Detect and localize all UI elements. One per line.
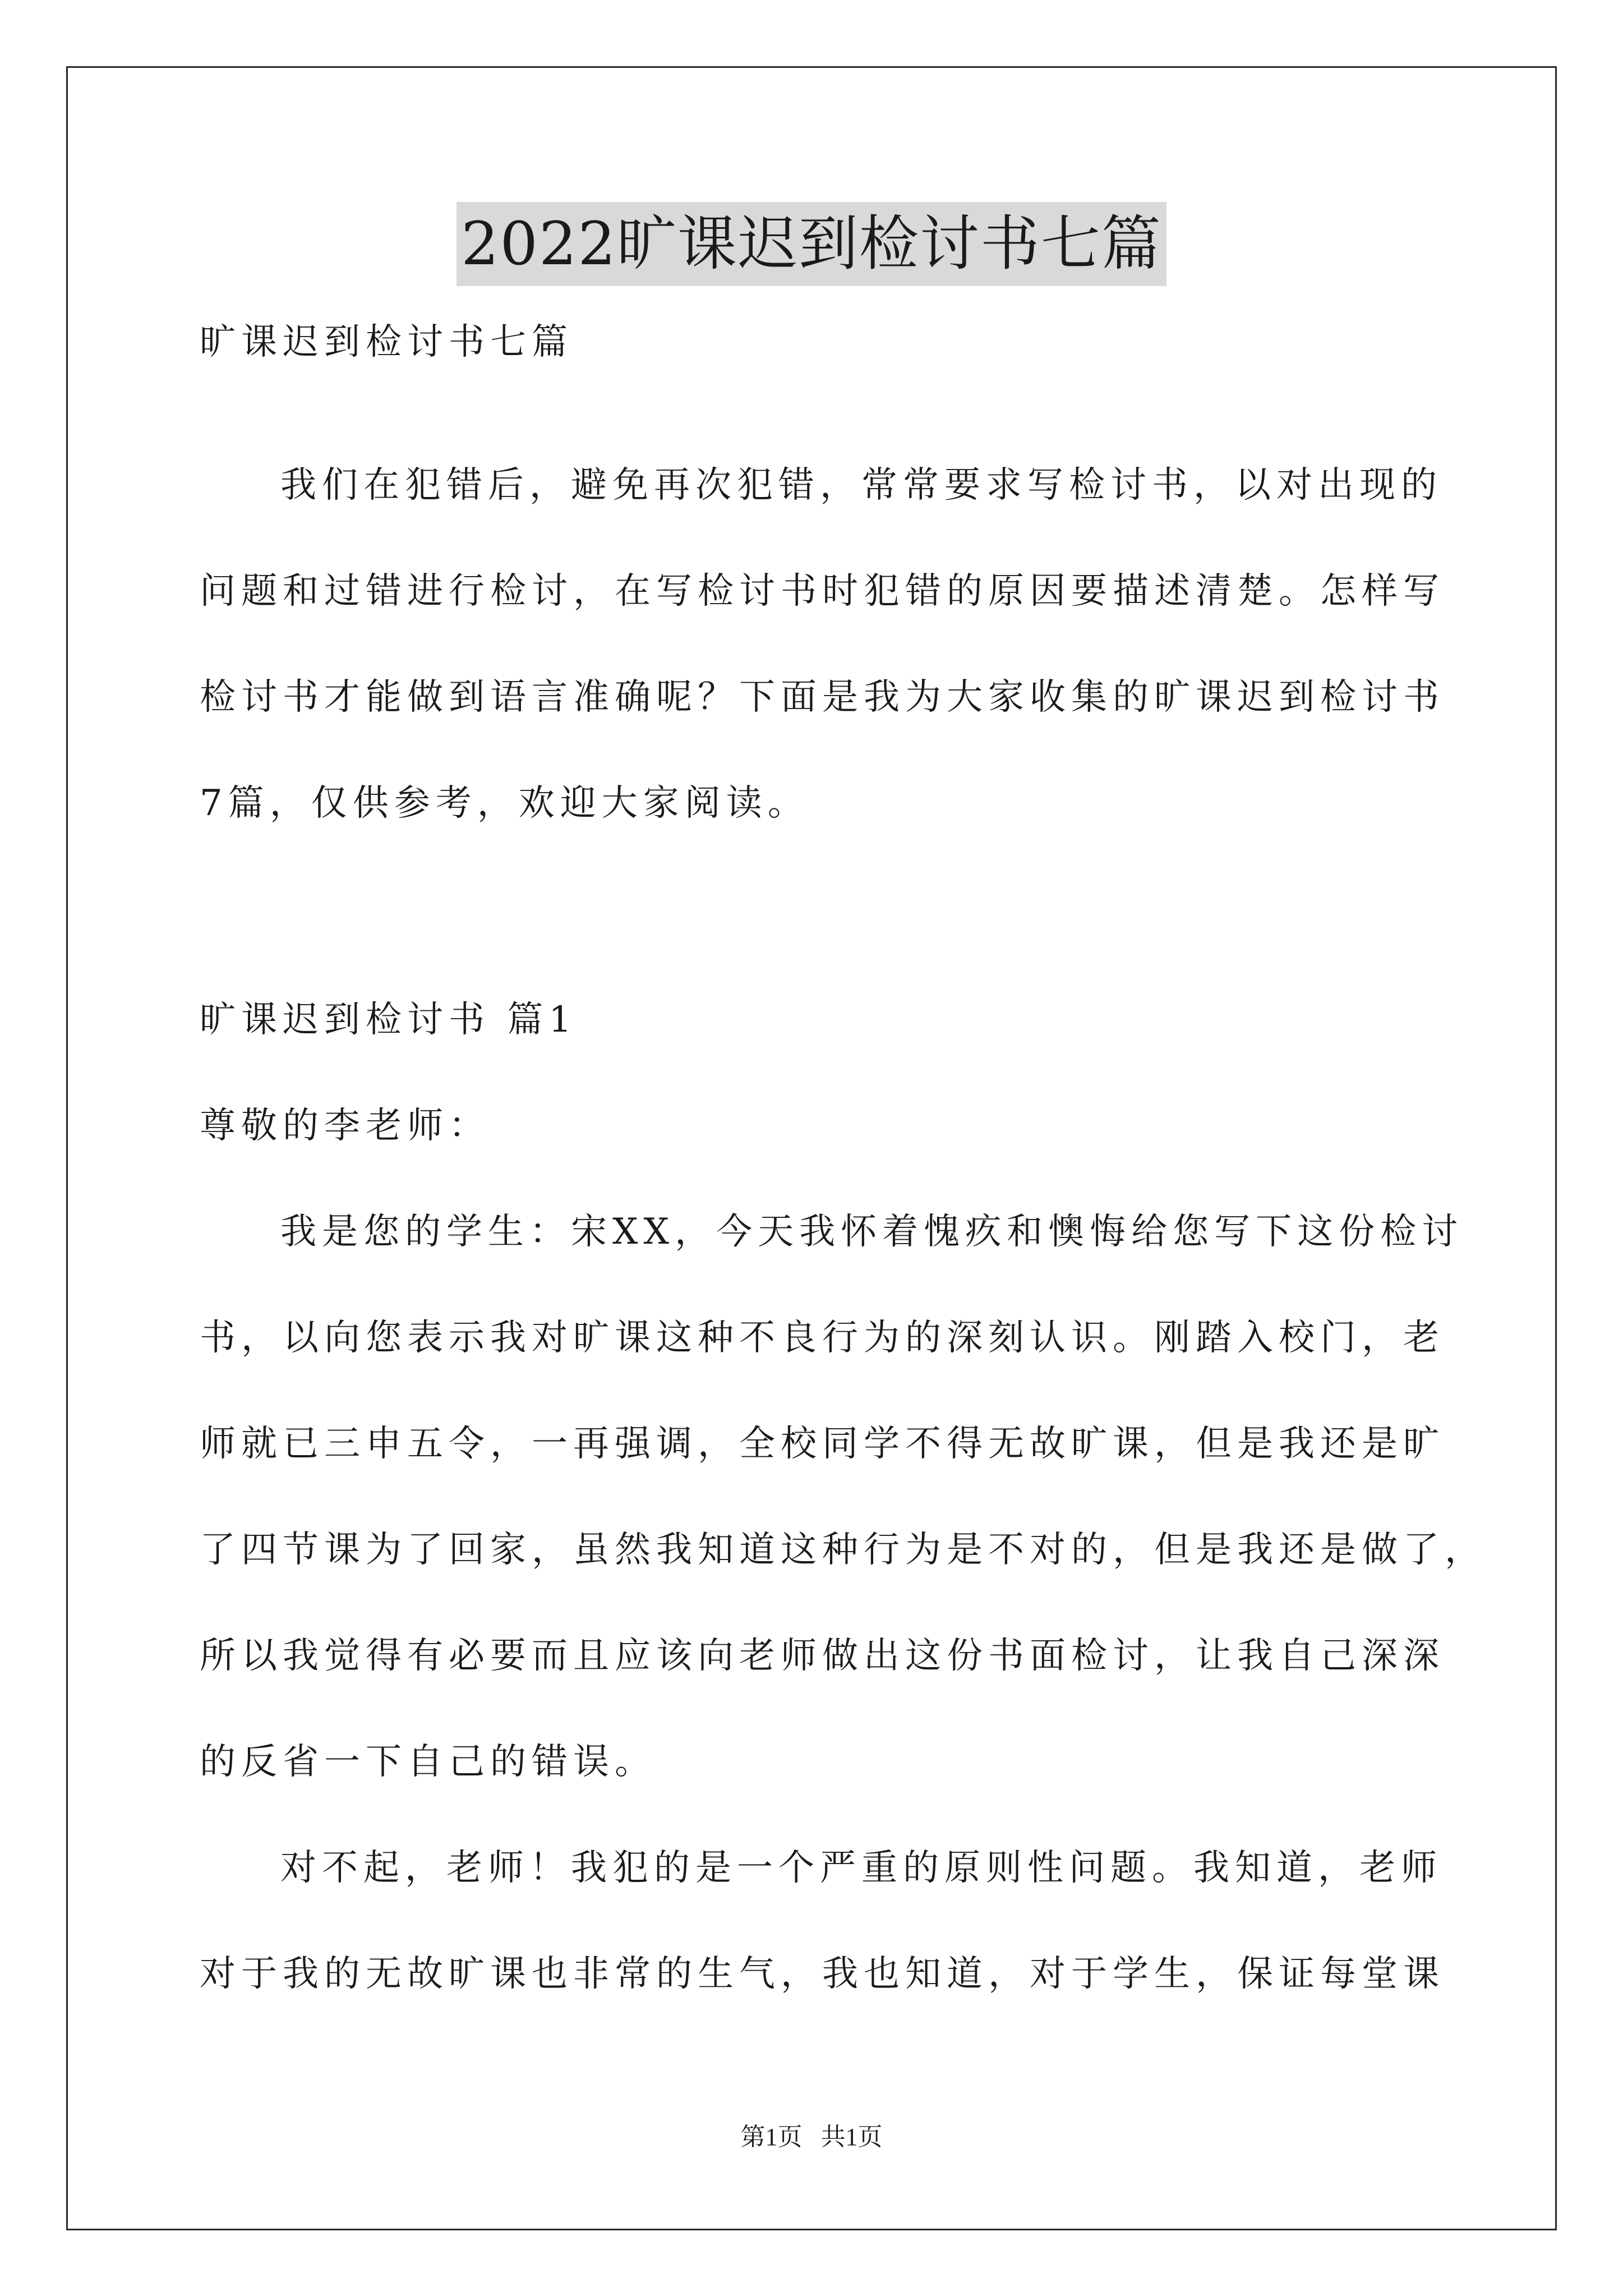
page-number: 第1页 共1页 — [740, 2123, 883, 2151]
paragraph-line: 书，以向您表示我对旷课这种不良行为的深刻认识。刚踏入校门，老 — [200, 1317, 1445, 1359]
subtitle: 旷课迟到检讨书七篇 — [200, 321, 573, 363]
page-border — [66, 66, 1557, 2230]
paragraph-line: 检讨书才能做到语言准确呢？下面是我为大家收集的旷课迟到检讨书 — [200, 677, 1445, 718]
paragraph-line: 对不起，老师！我犯的是一个严重的原则性问题。我知道，老师 — [280, 1847, 1442, 1889]
salutation: 尊敬的李老师： — [200, 1105, 490, 1147]
paragraph-line: 我是您的学生：宋XX，今天我怀着愧疚和懊悔给您写下这份检讨 — [280, 1211, 1464, 1253]
paragraph-line: 7篇，仅供参考，欢迎大家阅读。 — [200, 783, 809, 824]
paragraph-line: 的反省一下自己的错误。 — [200, 1741, 656, 1783]
paragraph-line: 所以我觉得有必要而且应该向老师做出这份书面检讨，让我自己深深 — [200, 1635, 1445, 1677]
document-title — [0, 202, 1623, 286]
section-heading: 旷课迟到检讨书 篇1 — [200, 999, 578, 1041]
paragraph-line: 师就已三申五令，一再强调，全校同学不得无故旷课，但是我还是旷 — [200, 1423, 1445, 1465]
document-title-text: 2022旷课迟到检讨书七篇 — [457, 202, 1166, 286]
paragraph-line: 了四节课为了回家，虽然我知道这种行为是不对的，但是我还是做了， — [200, 1529, 1486, 1571]
paragraph-line: 问题和过错进行检讨，在写检讨书时犯错的原因要描述清楚。怎样写 — [200, 570, 1445, 612]
paragraph-line: 我们在犯错后，避免再次犯错，常常要求写检讨书，以对出现的 — [280, 464, 1442, 506]
paragraph-line: 对于我的无故旷课也非常的生气，我也知道，对于学生，保证每堂课 — [200, 1953, 1445, 1995]
